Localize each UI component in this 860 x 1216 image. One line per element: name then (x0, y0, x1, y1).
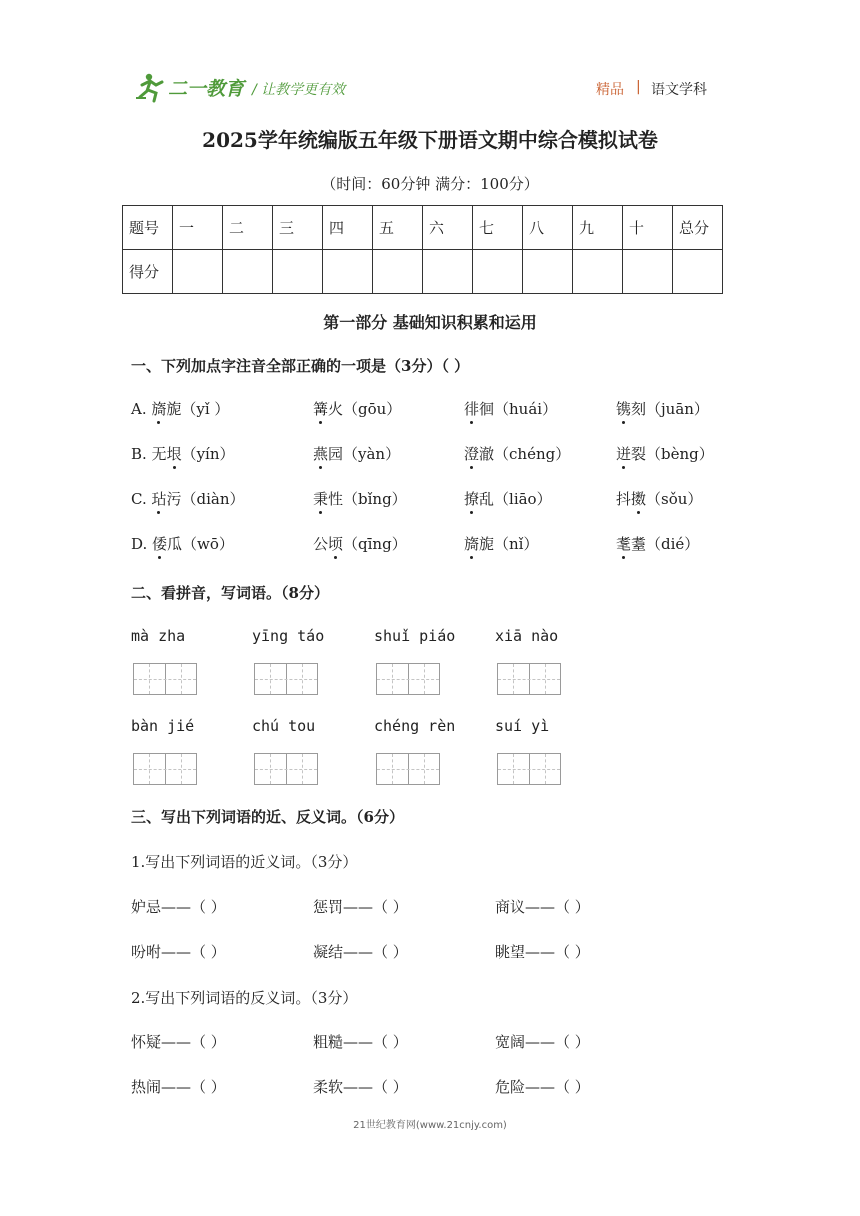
pinyin-label: xiā nào (495, 627, 559, 645)
score-cell[interactable] (173, 250, 223, 294)
dotted-character: 燕 (313, 445, 329, 463)
pinyin-option (464, 398, 557, 419)
score-table-header-row (123, 206, 723, 250)
option-text: 徊（huái） (479, 400, 558, 418)
dotted-character: 徘 (464, 400, 480, 418)
pinyin-option (464, 533, 538, 554)
option-text: 抖 (616, 490, 632, 508)
score-cell[interactable] (273, 250, 323, 294)
pinyin-option (131, 443, 235, 464)
sub-question-antonyms: 2.写出下列词语的反义词。（3分） (131, 989, 358, 1007)
writing-grid[interactable] (133, 753, 197, 785)
dotted-character: 倭 (152, 535, 168, 553)
synonym-item: 商议——（ ） (495, 898, 590, 916)
pinyin-option (313, 533, 407, 554)
pinyin-label: chéng rèn (374, 717, 456, 735)
dotted-character: 擞 (631, 490, 647, 508)
option-text: （yín） (181, 445, 235, 463)
page-footer: 21世纪教育网(www.21cnjy.com) (353, 1120, 507, 1131)
writing-grid[interactable] (497, 753, 561, 785)
exam-info: （时间：60分钟 满分：100分） (321, 175, 539, 193)
pinyin-label: suí yì (495, 717, 550, 735)
sub-question-synonyms: 1.写出下列词语的近义词。（3分） (131, 853, 358, 871)
writing-grid[interactable] (376, 753, 440, 785)
score-cell[interactable] (623, 250, 673, 294)
option-text: 污（diàn） (166, 490, 245, 508)
option-text: 耋（dié） (631, 535, 700, 553)
dotted-character: 澄 (464, 445, 480, 463)
dotted-character: 旖 (464, 535, 480, 553)
option-text: B. 无 (131, 445, 167, 463)
pinyin-option (616, 488, 702, 509)
option-text: C. (131, 490, 152, 508)
dotted-character: 镌 (616, 400, 632, 418)
antonym-item: 柔软——（ ） (313, 1078, 408, 1096)
tag-separator: | (636, 79, 641, 95)
pinyin-option (313, 398, 401, 419)
table-cell: 五 (373, 206, 423, 250)
question-3-heading: 三、写出下列词语的近、反义词。（6分） (131, 808, 404, 826)
dotted-character: 撩 (464, 490, 480, 508)
score-cell[interactable] (523, 250, 573, 294)
option-text: 性（bǐng） (328, 490, 407, 508)
pinyin-label: yīng táo (252, 627, 325, 645)
antonym-item: 怀疑——（ ） (131, 1033, 226, 1051)
synonym-item: 吩咐——（ ） (131, 943, 226, 961)
pinyin-option (131, 533, 234, 554)
table-cell: 总分 (673, 206, 723, 250)
pinyin-label: bàn jié (131, 717, 195, 735)
table-cell: 七 (473, 206, 523, 250)
pinyin-option (616, 398, 709, 419)
score-cell[interactable] (423, 250, 473, 294)
option-text: 旎（nǐ） (479, 535, 539, 553)
table-cell: 得分 (123, 250, 173, 294)
part-heading: 第一部分 基础知识积累和运用 (323, 313, 537, 332)
table-cell: 题号 (123, 206, 173, 250)
synonym-item: 惩罚——（ ） (313, 898, 408, 916)
score-cell[interactable] (473, 250, 523, 294)
option-text: （qīng） (343, 535, 407, 553)
option-text: 乱（liāo） (479, 490, 552, 508)
table-cell: 十 (623, 206, 673, 250)
table-cell: 八 (523, 206, 573, 250)
antonym-item: 宽阔——（ ） (495, 1033, 590, 1051)
synonym-item: 眺望——（ ） (495, 943, 590, 961)
table-cell: 九 (573, 206, 623, 250)
pinyin-option (131, 488, 245, 509)
pinyin-option (616, 533, 699, 554)
score-table-score-row (123, 250, 723, 294)
brand-name: 二一教育 (168, 78, 245, 100)
option-text: 瓜（wō） (167, 535, 234, 553)
writing-grid[interactable] (133, 663, 197, 695)
page-title: 2025学年统编版五年级下册语文期中综合模拟试卷 (202, 128, 658, 152)
option-text: 公 (313, 535, 329, 553)
tag-quality: 精品 (596, 82, 624, 98)
table-cell: 二 (223, 206, 273, 250)
pinyin-label: chú tou (252, 717, 316, 735)
synonym-item: 妒忌——（ ） (131, 898, 226, 916)
table-cell: 三 (273, 206, 323, 250)
table-cell: 四 (323, 206, 373, 250)
pinyin-option (464, 443, 570, 464)
score-cell[interactable] (573, 250, 623, 294)
table-cell: 六 (423, 206, 473, 250)
synonym-item: 凝结——（ ） (313, 943, 408, 961)
option-text: （sǒu） (646, 490, 703, 508)
pinyin-option (313, 443, 400, 464)
score-cell[interactable] (373, 250, 423, 294)
antonym-item: 粗糙——（ ） (313, 1033, 408, 1051)
option-text: 旎（yǐ ） (166, 400, 230, 418)
option-text: 园（yàn） (328, 445, 401, 463)
pinyin-option (131, 398, 229, 419)
dotted-character: 篝 (313, 400, 329, 418)
pinyin-option (616, 443, 714, 464)
option-text: A. (131, 400, 152, 418)
score-cell[interactable] (223, 250, 273, 294)
table-cell: 一 (173, 206, 223, 250)
option-text: 裂（bèng） (631, 445, 714, 463)
writing-grid[interactable] (497, 663, 561, 695)
dotted-character: 迸 (616, 445, 632, 463)
dotted-character: 旖 (151, 400, 167, 418)
pinyin-label: mà zha (131, 627, 186, 645)
option-text: 刻（juān） (631, 400, 709, 418)
runner-icon (136, 74, 162, 101)
writing-grid[interactable] (254, 753, 318, 785)
pinyin-option (313, 488, 407, 509)
question-2-heading: 二、看拼音，写词语。（8分） (131, 584, 329, 602)
score-table (122, 205, 723, 294)
writing-grid[interactable] (376, 663, 440, 695)
dotted-character: 垠 (166, 445, 182, 463)
slogan: / 让教学更有效 (252, 82, 346, 98)
option-text: 澈（chéng） (479, 445, 571, 463)
writing-grid[interactable] (254, 663, 318, 695)
pinyin-label: shuǐ piáo (374, 627, 456, 645)
dotted-character: 顷 (328, 535, 344, 553)
dotted-character: 耄 (616, 535, 632, 553)
option-text: D. (131, 535, 153, 553)
dotted-character: 玷 (151, 490, 167, 508)
dotted-character: 秉 (313, 490, 329, 508)
antonym-item: 热闹——（ ） (131, 1078, 226, 1096)
question-1-heading: 一、下列加点字注音全部正确的一项是（3分）（ ） (131, 357, 470, 375)
pinyin-option (464, 488, 552, 509)
tag-subject: 语文学科 (651, 82, 707, 98)
score-cell[interactable] (323, 250, 373, 294)
option-text: 火（gōu） (328, 400, 402, 418)
antonym-item: 危险——（ ） (495, 1078, 590, 1096)
score-cell[interactable] (673, 250, 723, 294)
